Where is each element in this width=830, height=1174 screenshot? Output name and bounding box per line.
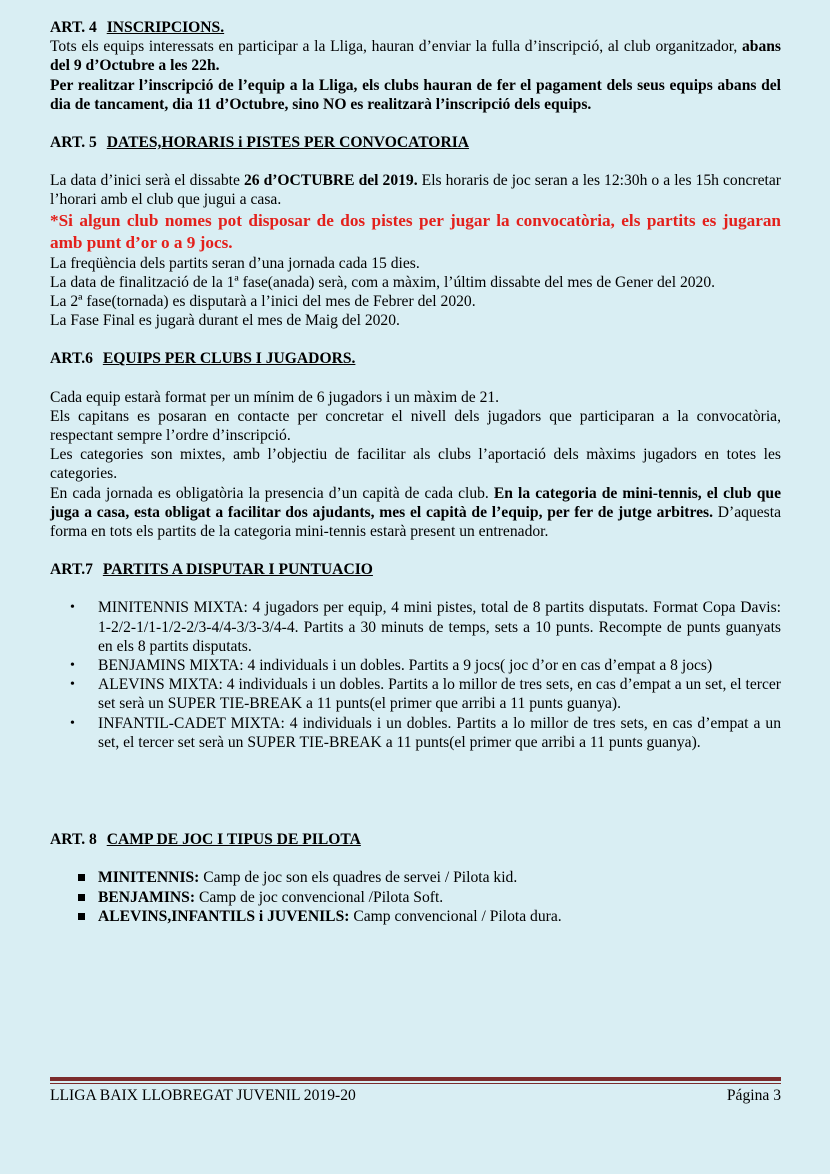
art5-line-4: La Fase Final es jugarà durant el mes de Maig del 2020.: [50, 312, 400, 330]
art6-l4-text: En cada jornada es obligatòria la presencia d’un capità de cada club.: [50, 484, 494, 502]
art7-number: ART.7: [50, 561, 93, 579]
footer-rule-thin: [50, 1083, 781, 1084]
art6-number: ART.6: [50, 350, 93, 368]
item-text: Camp convencional / Pilota dura.: [349, 907, 562, 925]
art5-line-3: La 2ª fase(tornada) es disputarà a l’inici del mes de Febrer del 2020.: [50, 293, 476, 311]
art5-paragraph-1: [50, 171, 781, 209]
list-item: • BENJAMINS MIXTA: 4 individuals i un dobles. Partits a 9 jocs( joc d’or en cas d’empat a 8 jocs): [50, 656, 781, 675]
list-item: [50, 907, 781, 926]
list-item: • ALEVINS MIXTA: 4 individuals i un dobles. Partits a lo millor de tres sets, en cas d’empat a un set, el tercer set serà un SUPER TIE-BREAK a 11 punts(el primer que arribi a 11 punts guanya).: [50, 675, 781, 713]
list-item: • INFANTIL-CADET MIXTA: 4 individuals i un dobles. Partits a lo millor de tres sets, en cas d’empat a un set, el tercer set serà un SUPER TIE-BREAK a 11 punts(el primer que arribi a 11 punts guanya).: [50, 714, 781, 752]
art7-title: PARTITS A DISPUTAR I PUNTUACIO: [102, 561, 373, 579]
art8-number: ART. 8: [50, 831, 97, 849]
art5-title: DATES,HORARIS i PISTES PER CONVOCATORIA: [106, 134, 470, 152]
art5-red-notice: *Si algun club nomes pot disposar de dos pistes per jugar la convocatòria, els partits es jugaran amb punt d’or o a 9 jocs.: [50, 210, 781, 252]
footer-title: LLIGA BAIX LLOBREGAT JUVENIL 2019-20: [50, 1087, 356, 1104]
art5-line-2: La data de finalització de la 1ª fase(anada) serà, com a màxim, l’últim dissabte del mes de Gener del 2020.: [50, 273, 716, 291]
art6-line-4: [50, 484, 781, 542]
art6-line-1: Cada equip estarà format per un mínim de 6 jugadors i un màxim de 21.: [50, 388, 500, 406]
art5-line-1: La freqüència dels partits seran d’una jornada cada 15 dies.: [50, 254, 420, 272]
art4-title: INSCRIPCIONS.: [106, 19, 225, 36]
page-number: Página 3: [726, 1087, 781, 1104]
document-content: [50, 18, 781, 926]
art8-list: [50, 868, 781, 926]
art7-heading: [50, 560, 781, 579]
art7-list: [50, 598, 781, 752]
art4-heading: [50, 18, 781, 37]
list-item: [50, 888, 781, 907]
page-footer: [50, 1087, 781, 1105]
art6-l4-rest: D’aquesta forma en tots els partits de la categoria mini-tennis estarà present un entrenador.: [50, 503, 781, 541]
art4-p1-deadline: abans del 9 d’Octubre a les 22h.: [50, 38, 781, 75]
art8-title: CAMP DE JOC I TIPUS DE PILOTA: [106, 831, 361, 849]
item-text: Camp de joc son els quadres de servei / Pilota kid.: [199, 869, 518, 887]
art8-heading: [50, 830, 781, 849]
item-label: MINITENNIS:: [98, 869, 200, 887]
art4-p1-text: Tots els equips interessats en participar a la Lliga, hauran d’enviar la fulla d’inscripció, al club organitzador,: [50, 38, 738, 56]
art6-line-3: Les categories son mixtes, amb l’objectiu de facilitar als clubs l’aportació dels màxims jugadors en totes les categories.: [50, 446, 781, 483]
art6-heading: [50, 349, 781, 368]
art6-line-2: Els capitans es posaran en contacte per concretar el nivell dels jugadors que participaran a la convocatòria, respectant sempre l’ordre d’inscripció.: [50, 407, 781, 445]
art5-number: ART. 5: [50, 134, 97, 152]
art5-heading: [50, 133, 781, 152]
art4-paragraph-1: [50, 37, 781, 75]
art6-title: EQUIPS PER CLUBS I JUGADORS.: [102, 350, 356, 368]
list-item: [50, 868, 781, 887]
art4-paragraph-2: Per realitzar l’inscripció de l’equip a la Lliga, els clubs hauran de fer el pagament dels seus equips abans del dia de tancament, dia 11 d’Octubre, sino NO es realitzarà l’inscripció dels equips.: [50, 76, 781, 113]
art5-p1-text: La data d’inici serà el dissabte: [50, 172, 244, 190]
list-item: • MINITENNIS MIXTA: 4 jugadors per equip, 4 mini pistes, total de 8 partits disputats. Format Copa Davis: 1-2/2-1/1-1/2-2/3-4/4-3/3-3/4-4. Partits a 30 minuts de temps, sets a 10 punts. Recompte de punts guanyats en els 8 partits disputats.: [50, 598, 781, 656]
art6-l4-bold: En la categoria de mini-tennis, el club que juga a casa, esta obligat a facilitar dos ajudants, mes el capità de l’equip, per fer de jutge arbitres.: [50, 484, 781, 521]
item-text: Camp de joc convencional /Pilota Soft.: [195, 888, 444, 906]
art5-p1-rest: Els horaris de joc seran a les 12:30h o a les 15h concretar l’horari amb el club que jugui a casa.: [50, 172, 781, 209]
footer-rule-thick: [50, 1077, 781, 1081]
item-label: ALEVINS,INFANTILS i JUVENILS:: [98, 907, 350, 925]
art5-start-date: 26 d’OCTUBRE del 2019.: [243, 172, 418, 190]
art4-number: ART. 4: [50, 19, 97, 36]
item-label: BENJAMINS:: [98, 888, 196, 906]
